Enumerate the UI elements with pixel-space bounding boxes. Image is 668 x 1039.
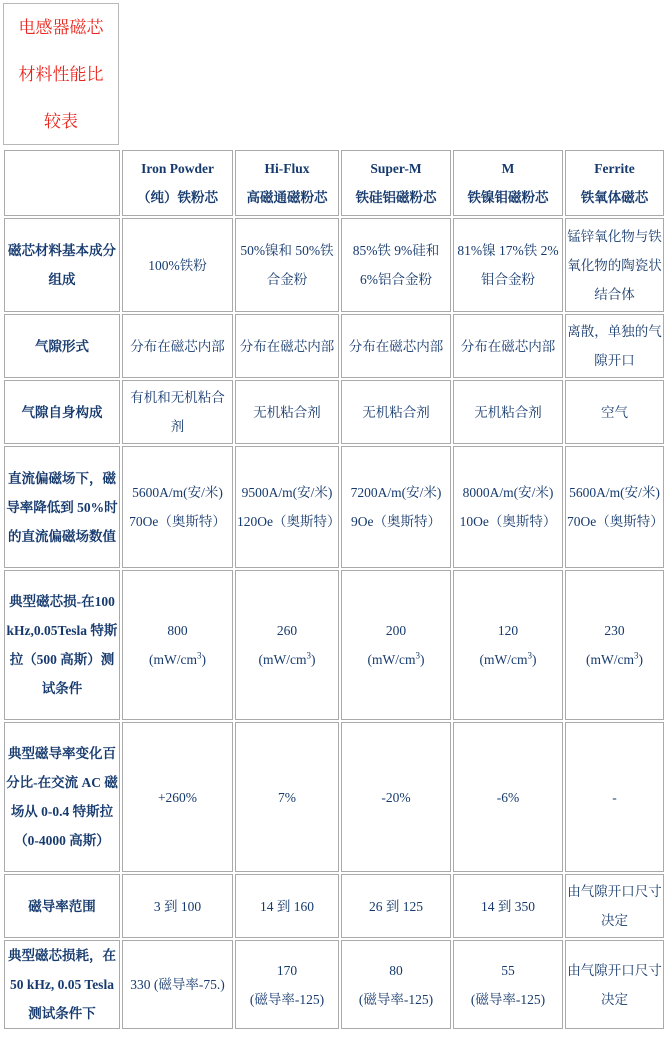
title-line-2: 材料性能比 (18, 64, 104, 84)
row-label-gap-composition: 气隙自身构成 (4, 380, 120, 444)
title-line-3: 较表 (44, 111, 78, 131)
table-cell: 5600A/m(安/米) 70Oe（奥斯特） (565, 446, 664, 568)
table-cell: 80 (磁导率-125) (341, 940, 451, 1029)
table-row (4, 218, 664, 312)
table-cell: 7% (235, 722, 339, 872)
table-cell: 空气 (565, 380, 664, 444)
table-row (4, 380, 664, 444)
header-super-m: Super-M 铁硅铝磁粉芯 (341, 150, 451, 216)
table-cell: 26 到 125 (341, 874, 451, 938)
table-cell: 分布在磁芯内部 (341, 314, 451, 378)
table-cell: 无机粘合剂 (341, 380, 451, 444)
table-cell: 120 $(mW/cm^3)$ (453, 570, 563, 720)
table-cell: 50%镍和 50%铁合金粉 (235, 218, 339, 312)
table-row (4, 446, 664, 568)
table-cell: 8000A/m(安/米) 10Oe（奥斯特） (453, 446, 563, 568)
table-cell: 100%铁粉 (122, 218, 233, 312)
table-cell: 14 到 350 (453, 874, 563, 938)
table-cell: 330 (磁导率-75.) (122, 940, 233, 1029)
table-cell: 230 $(mW/cm^3)$ (565, 570, 664, 720)
row-label-core-loss-100k: 典型磁芯损-在100 kHz,0.05Tesla 特斯拉（500 高斯）测试条件 (4, 570, 120, 720)
table-cell: 由气隙开口尺寸决定 (565, 874, 664, 938)
header-ferrite: Ferrite 铁氧体磁芯 (565, 150, 664, 216)
table-cell: -20% (341, 722, 451, 872)
table-cell: 分布在磁芯内部 (453, 314, 563, 378)
header-corner (4, 150, 120, 216)
row-label-perm-range: 磁导率范围 (4, 874, 120, 938)
row-label-core-loss-50k: 典型磁芯损耗，在 50 kHz, 0.05 Tesla 测试条件下 (4, 940, 120, 1029)
table-cell: 无机粘合剂 (235, 380, 339, 444)
table-cell: - (565, 722, 664, 872)
header-iron-powder: Iron Powder （纯）铁粉芯 (122, 150, 233, 216)
table-title (3, 3, 119, 145)
row-label-dc-bias: 直流偏磁场下，磁导率降低到 50%时的直流偏磁场数值 (4, 446, 120, 568)
table-cell: 分布在磁芯内部 (235, 314, 339, 378)
table-cell: 85%铁 9%硅和 6%铝合金粉 (341, 218, 451, 312)
table-cell: -6% (453, 722, 563, 872)
row-label-gap-form: 气隙形式 (4, 314, 120, 378)
table-cell: 离散，单独的气隙开口 (565, 314, 664, 378)
table-cell: 9500A/m(安/米) 120Oe（奥斯特） (235, 446, 339, 568)
table-cell: 14 到 160 (235, 874, 339, 938)
table-row (4, 874, 664, 938)
table-cell: 260 $(mW/cm^3)$ (235, 570, 339, 720)
table-cell: 由气隙开口尺寸决定 (565, 940, 664, 1029)
table-cell: 分布在磁芯内部 (122, 314, 233, 378)
table-cell: 锰锌氧化物与铁氧化物的陶瓷状结合体 (565, 218, 664, 312)
row-label-composition: 磁芯材料基本成分组成 (4, 218, 120, 312)
header-hi-flux: Hi-Flux 高磁通磁粉芯 (235, 150, 339, 216)
table-cell: 无机粘合剂 (453, 380, 563, 444)
table-cell: 800 $(mW/cm^3)$ (122, 570, 233, 720)
table-cell: 55 (磁导率-125) (453, 940, 563, 1029)
table-cell: 7200A/m(安/米) 9Oe（奥斯特） (341, 446, 451, 568)
table-row (4, 314, 664, 378)
table-cell: +260% (122, 722, 233, 872)
comparison-table (2, 148, 666, 1031)
table-cell: 200 $(mW/cm^3)$ (341, 570, 451, 720)
table-cell: 81%镍 17%铁 2%钼合金粉 (453, 218, 563, 312)
header-m: M 铁镍钼磁粉芯 (453, 150, 563, 216)
table-row (4, 722, 664, 872)
table-cell: 170 (磁导率-125) (235, 940, 339, 1029)
table-cell: 3 到 100 (122, 874, 233, 938)
header-row (4, 150, 664, 216)
table-row (4, 940, 664, 1029)
title-line-1: 电感器磁芯 (18, 17, 104, 37)
table-cell: 有机和无机粘合剂 (122, 380, 233, 444)
table-row (4, 570, 664, 720)
table-cell: 5600A/m(安/米) 70Oe（奥斯特） (122, 446, 233, 568)
row-label-perm-change: 典型磁导率变化百分比-在交流 AC 磁场从 0-0.4 特斯拉（0-4000 高斯） (4, 722, 120, 872)
